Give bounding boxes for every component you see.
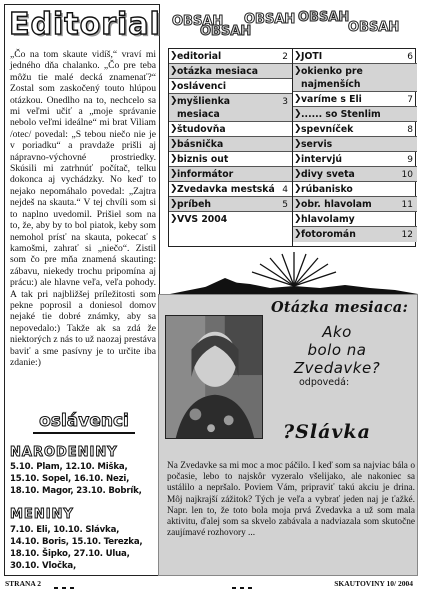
toc-item-editorial[interactable]: ❯ editorial 2 — [169, 49, 292, 64]
portrait-photo — [165, 315, 263, 439]
meniny-heading: MENINY — [10, 507, 74, 522]
obsah-title-echo: OBSAH — [200, 24, 252, 39]
narodeniny-line: 15.10. Sopel, 16.10. Nezi, — [10, 474, 130, 484]
obsah-table — [168, 48, 416, 247]
meniny-line: 7.10. Eli, 10.10. Slávka, — [10, 525, 120, 535]
toc-item-varime-s-eli[interactable]: ❯ varíme s Eli 7 — [293, 92, 417, 107]
toc-item-hlavolamy[interactable]: ❯ hlavolamy — [293, 212, 417, 227]
meniny-line: 30.10. Vločka, — [10, 561, 77, 571]
editorial-title: Editorial — [9, 7, 161, 42]
obsah-title-echo: OBSAH — [298, 10, 350, 25]
footer-issue: SKAUTOVINY 10/ 2004 — [334, 579, 413, 588]
editorial-column — [4, 4, 160, 576]
sunrise-mountains-illustration — [170, 248, 418, 294]
meniny-line: 14.10. Boris, 15.10. Terezka, — [10, 537, 143, 547]
meniny-list — [10, 524, 158, 572]
question-text: Ako bolo na Zvedavke? — [293, 323, 381, 377]
toc-item-basnicka[interactable]: ❯ básnička — [169, 137, 292, 152]
toc-item-biznis-out[interactable]: ❯ biznis out — [169, 152, 292, 167]
toc-item-informator[interactable]: ❯ informátor — [169, 167, 292, 182]
checker-decoration — [232, 578, 260, 587]
toc-item-spevnicek[interactable]: ❯ spevníček 8 — [293, 122, 417, 137]
toc-item-pribeh[interactable]: ❯ príbeh 5 — [169, 197, 292, 212]
answer-name: ?Slávka — [283, 421, 371, 443]
answer-text: Na Zvedavke sa mi moc a moc páčilo. I keď som sa najviac bála o počasie, lebo to najskôr vyzeralo všelijako, ale nakoniec sa ustálilo a nepršalo. Poviem Vám, pripraviť takú akciu je drina. Môj najkrajší zážitok? Tých je veľa a vybrať jeden naj je ťažké. Napr. len to, že toto bola moja prvá Zvedavka a už som mala aktivitu, ďalej som sa skvelo zabávala a nadviazala som skutočne zaujímavé rozhovory ... — [167, 461, 415, 539]
toc-item-vvs-2004[interactable]: ❯ VVS 2004 — [170, 214, 228, 225]
narodeniny-line: 5.10. Plam, 12.10. Miška, — [10, 462, 128, 472]
obsah-left-column — [169, 49, 293, 246]
obsah-right-column — [293, 49, 417, 242]
toc-item-divy-sveta[interactable]: ❯ divy sveta 10 — [293, 167, 417, 182]
otazka-title: Otázka mesiaca: — [271, 299, 409, 316]
obsah-title-echo: OBSAH — [172, 14, 224, 29]
toc-item-okienko-pre-najmensich[interactable]: ❯ okienko pre najmenších — [293, 64, 417, 92]
toc-item-studovna[interactable]: ❯ študovňa — [169, 122, 292, 137]
footer-bar — [0, 578, 421, 589]
oslavenci-title: oslávenci — [29, 411, 139, 431]
editorial-text: „Čo na tom skaute vidíš,“ vraví mi jedného dňa chalanko. „Čo pre teba môžu tie malé decká znamenať?“ Zostal som zaskočený touto hlúpou otázkou. Onedlho na to, nechcelo sa mi veľmi učiť a „moje správanie nebolo veľmi ideálne“ mi brat Viliam /otec/ povedal: „S tebou niečo nie je v poriadku“ a pravdaže prišli aj nápravno-výchovné prostriedky. Skúsili mi zatrhnúť počítač, telku dokonca aj vychádzky. No keď to nejako nepomáhalo povedal: „Zajtra nejdeš na skauta.“ V tej chvíli som si to naplno uvedomil. Prišiel som na to, že, aby by to bol piatok, keby som nemohol prísť na skauta, pokecať s kamošmi, zahrať si „niečo“. Zistil som čo pre mňa znamená skauting: zábavu, niekedy trochu pripomína aj prácu:) ale hlavne veľa, veľa pohody. A tak pri najbližšej príležitosti som pekne poprosil a doniesol domov nejaké tie dobré známky, aby sa nepovedalo:) Takže ak sa zdá že niektorých z nás to už naozaj prestáva baviť a sme pasívny je to určite iba zdanie:) — [10, 49, 156, 368]
odpoveda-label: odpovedá: — [299, 377, 350, 388]
toc-item-oslavenci[interactable]: ❯ oslávenci — [169, 79, 292, 94]
toc-item-myslienka-mesiaca[interactable]: ❯ myšlienka mesiaca 3 — [169, 94, 292, 122]
narodeniny-line: 18.10. Magor, 23.10. Bobrík, — [10, 486, 142, 496]
toc-item-otazka-mesiaca[interactable]: ❯ otázka mesiaca — [169, 64, 292, 79]
narodeniny-list — [10, 461, 158, 497]
meniny-line: 18.10. Šipko, 27.10. Ulua, — [10, 549, 130, 559]
toc-item-joti[interactable]: ❯ JOTI 6 — [293, 49, 417, 64]
checker-decoration — [54, 578, 82, 587]
toc-item-so-stenlim[interactable]: ❯ ...... so Stenlim — [293, 107, 417, 122]
toc-item-intervju[interactable]: ❯ intervjú 9 — [293, 152, 417, 167]
toc-item-zvedavka-mestska[interactable]: ❯ Zvedavka mestská 4 — [169, 182, 292, 197]
obsah-banner — [170, 10, 418, 46]
obsah-title-echo: OBSAH — [244, 12, 296, 27]
otazka-mesiaca-panel — [158, 294, 418, 576]
obsah-title: OBSAH — [348, 20, 400, 35]
toc-item-fotoroman[interactable]: ❯ fotoromán 12 — [293, 227, 417, 242]
toc-item-rubanisko[interactable]: ❯ rúbanisko — [293, 182, 417, 197]
footer-page-number: STRANA 2 — [5, 579, 42, 588]
toc-item-obr-hlavolam[interactable]: ❯ obr. hlavolam 11 — [293, 197, 417, 212]
narodeniny-heading: NARODENINY — [10, 445, 118, 460]
toc-item-servis[interactable]: ❯ servis — [293, 137, 417, 152]
